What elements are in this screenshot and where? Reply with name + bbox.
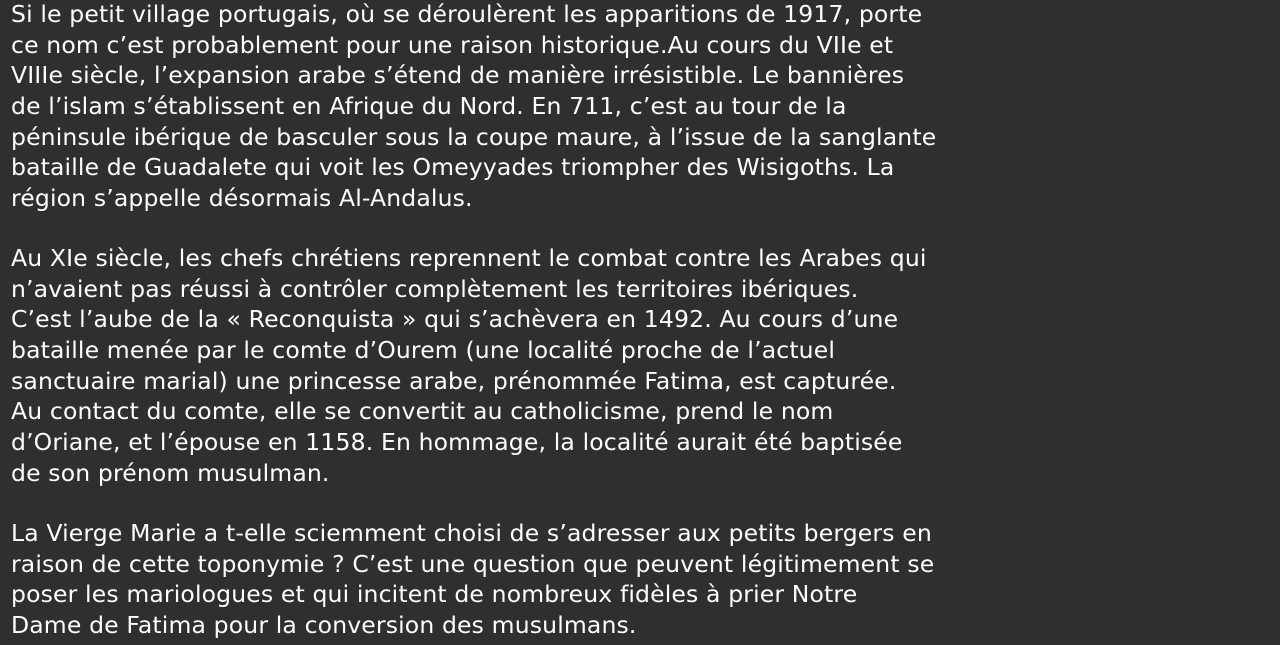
text-line: poser les mariologues et qui incitent de nombreux fidèles à prier Notre xyxy=(11,580,858,609)
text-line: sanctuaire marial) une princesse arabe, prénommée Fatima, est capturée. xyxy=(11,366,897,395)
text-line: région s’appelle désormais Al-Andalus. xyxy=(11,184,473,213)
text-line: raison de cette toponymie ? C’est une question que peuvent légitimement se xyxy=(11,549,935,578)
text-line: bataille de Guadalete qui voit les Omeyyades triompher des Wisigoths. La xyxy=(11,153,895,182)
text-line: de son prénom musulman. xyxy=(11,458,330,487)
text-line: ce nom c’est probablement pour une raison historique.Au cours du VIIe et xyxy=(11,30,894,59)
paragraph-3 xyxy=(11,518,934,641)
text-line: Dame de Fatima pour la conversion des musulmans. xyxy=(11,611,637,640)
text-line: Au XIe siècle, les chefs chrétiens reprennent le combat contre les Arabes qui xyxy=(11,244,927,272)
text-line: La Vierge Marie a t-elle sciemment choisi de s’adresser aux petits bergers en xyxy=(11,519,932,547)
text-line: d’Oriane, et l’épouse en 1158. En hommage, la localité aurait été baptisée xyxy=(11,428,903,457)
text-line: Au contact du comte, elle se convertit au catholicisme, prend le nom xyxy=(11,397,834,426)
text-line: bataille menée par le comte d’Ourem (une localité proche de l’actuel xyxy=(11,336,836,365)
text-line: Si le petit village portugais, où se déroulèrent les apparitions de 1917, porte xyxy=(11,0,923,28)
paragraph-1 xyxy=(11,0,936,214)
text-line: n’avaient pas réussi à contrôler complètement les territoires ibériques. xyxy=(11,274,859,303)
paragraph-2 xyxy=(11,243,927,489)
text-line: de l’islam s’établissent en Afrique du Nord. En 711, c’est au tour de la xyxy=(11,92,847,121)
text-line: C’est l’aube de la « Reconquista » qui s’achèvera en 1492. Au cours d’une xyxy=(11,305,899,334)
text-line: péninsule ibérique de basculer sous la coupe maure, à l’issue de la sanglante xyxy=(11,122,937,151)
text-line: VIIIe siècle, l’expansion arabe s’étend de manière irrésistible. Le bannières xyxy=(11,61,905,90)
